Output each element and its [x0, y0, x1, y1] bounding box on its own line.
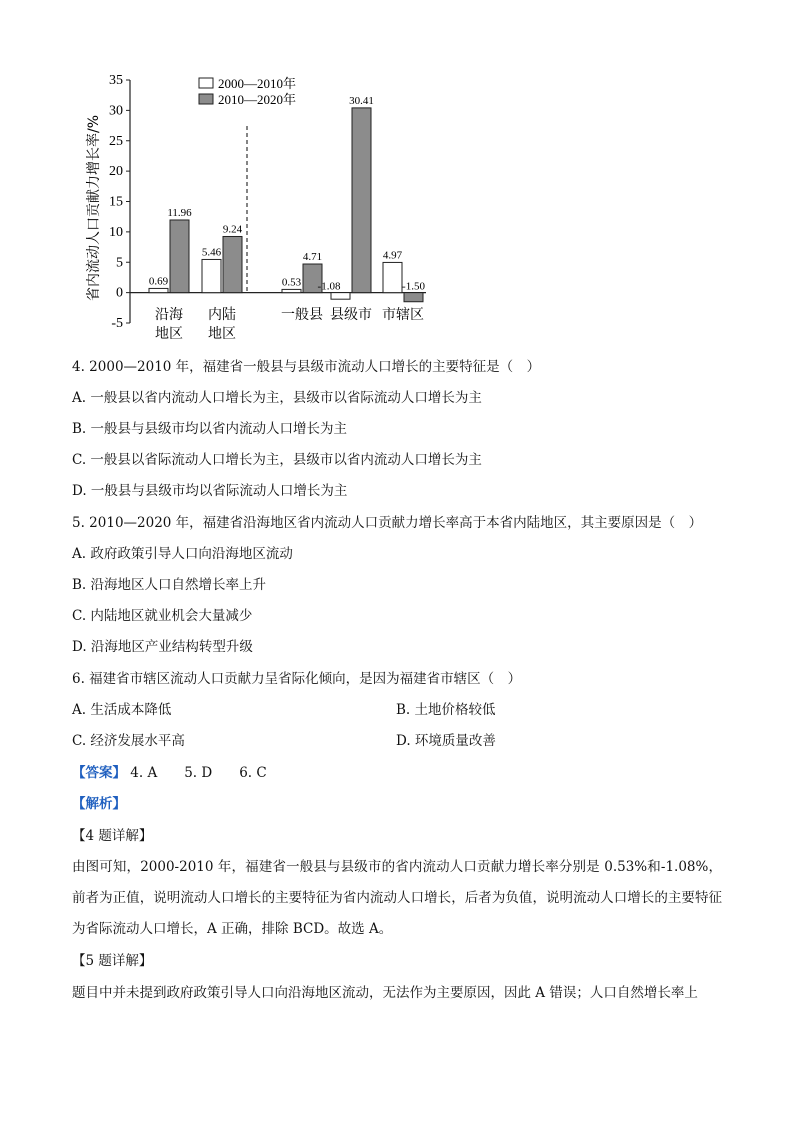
- bar: [170, 220, 189, 293]
- category-label: 一般县: [281, 307, 323, 323]
- legend: [199, 76, 296, 107]
- q5-option-b[interactable]: B. 沿海地区人口自然增长率上升: [72, 577, 267, 593]
- bar-value-label: -1.50: [402, 280, 425, 293]
- q6-stem: 6. 福建省市辖区流动人口贡献力呈省际化倾向，是因为福建省市辖区（ ）: [72, 671, 522, 687]
- y-tick-label: 10: [109, 224, 123, 240]
- bar-value-label: 5.46: [201, 246, 222, 259]
- bar: [149, 288, 168, 292]
- y-tick-label: -5: [111, 316, 123, 331]
- bar: [282, 289, 301, 292]
- bar: [352, 108, 371, 293]
- detail-5-title: 【5 题详解】: [72, 953, 153, 969]
- q6-option-a[interactable]: A. 生活成本降低: [72, 702, 172, 718]
- answer-values: 4. A 5. D 6. C: [130, 765, 267, 781]
- detail-4-title: 【4 题详解】: [72, 828, 153, 844]
- category-label: 县级市: [330, 307, 372, 323]
- analysis-tag: 【解析】: [72, 796, 126, 812]
- bar-value-label: -1.08: [317, 280, 341, 293]
- bar: [331, 293, 350, 300]
- y-tick-label: 0: [116, 285, 123, 301]
- category-label: 市辖区: [382, 307, 424, 323]
- legend-swatch: [199, 94, 213, 104]
- q4-option-d[interactable]: D. 一般县与县级市均以省际流动人口增长为主: [72, 483, 348, 499]
- category-label: 地区: [208, 326, 236, 342]
- q4-option-a[interactable]: A. 一般县以省内流动人口增长为主，县级市以省际流动人口增长为主: [72, 390, 482, 406]
- y-tick-label: 15: [109, 194, 123, 210]
- category-label: 地区: [155, 326, 183, 342]
- bars: [149, 95, 426, 342]
- y-tick-label: 5: [116, 255, 123, 271]
- q6-option-b[interactable]: B. 土地价格较低: [396, 702, 496, 718]
- y-tick-label: 30: [109, 103, 123, 119]
- category-label: 内陆: [208, 307, 236, 323]
- bar-value-label: 0.69: [148, 275, 169, 288]
- bar: [404, 293, 423, 302]
- q6-option-c[interactable]: C. 经济发展水平高: [72, 733, 185, 749]
- y-tick-label: 25: [109, 133, 123, 149]
- detail-4-text: 由图可知，2000-2010 年，福建省一般县与县级市的省内流动人口贡献力增长率分别是 0.53%和-1.08%，前者为正值，说明流动人口增长的主要特征为省内流动人口增长，后者为负值，说明流动人口增长的主要特征为省际流动人口增长，A 正确，排除 BCD。故选 A。: [72, 859, 722, 937]
- q4-option-b[interactable]: B. 一般县与县级市均以省内流动人口增长为主: [72, 421, 348, 437]
- y-tick-label: 35: [109, 73, 123, 88]
- bar: [202, 259, 221, 292]
- legend-label: 2010—2020年: [218, 92, 297, 107]
- bar-value-label: 11.96: [167, 206, 192, 219]
- q6-option-d[interactable]: D. 环境质量改善: [396, 733, 496, 749]
- legend-label: 2000—2010年: [218, 76, 297, 91]
- y-axis-label: 省内流动人口贡献力增长率/%: [86, 114, 102, 302]
- q5-option-c[interactable]: C. 内陆地区就业机会大量减少: [72, 608, 253, 624]
- answer-tag: 【答案】: [72, 765, 126, 781]
- q4-option-c[interactable]: C. 一般县以省际流动人口增长为主，县级市以省内流动人口增长为主: [72, 452, 482, 468]
- q5-stem: 5. 2010—2020 年，福建省沿海地区省内流动人口贡献力增长率高于本省内陆地区，其主要原因是（ ）: [72, 515, 703, 531]
- bar: [383, 262, 402, 292]
- bar: [223, 236, 242, 292]
- detail-5-text: 题目中并未提到政府政策引导人口向沿海地区流动，无法作为主要原因，因此 A 错误；人口自然增长率上: [72, 985, 698, 1001]
- bar-value-label: 4.97: [382, 249, 403, 262]
- y-tick-label: 20: [109, 164, 123, 180]
- bar-chart: [76, 68, 436, 346]
- category-label: 沿海: [155, 307, 183, 323]
- legend-swatch: [199, 78, 213, 88]
- bar-value-label: 9.24: [222, 223, 243, 236]
- answer-line: [72, 764, 267, 782]
- bar-value-label: 0.53: [281, 276, 302, 289]
- q4-stem: 4. 2000—2010 年，福建省一般县与县级市流动人口增长的主要特征是（ ）: [72, 359, 541, 375]
- q5-option-d[interactable]: D. 沿海地区产业结构转型升级: [72, 639, 253, 655]
- bar-value-label: 4.71: [302, 251, 323, 264]
- q5-option-a[interactable]: A. 政府政策引导人口向沿海地区流动: [72, 546, 293, 562]
- bar-value-label: 30.41: [349, 94, 374, 107]
